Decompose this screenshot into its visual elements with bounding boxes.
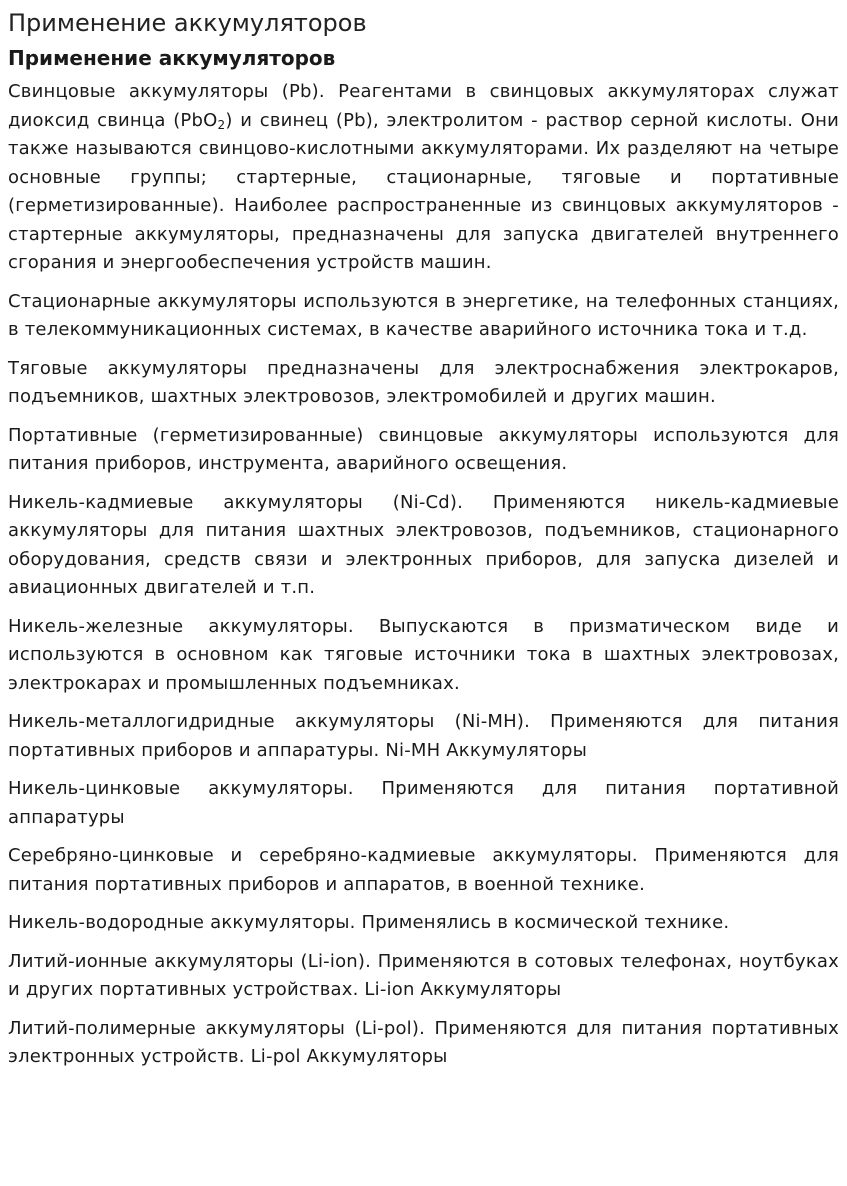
paragraph-ni-mh: Никель-металлогидридные аккумуляторы (Ni-MH). Применяются для питания портативных приборов и аппаратуры. Ni-MH Аккумуляторы: [8, 711, 839, 761]
paragraph-portable-sealed: Портативные (герметизированные) свинцовые аккумуляторы используются для питания приборов, инструмента, аварийного освещения.: [8, 424, 839, 474]
article-title: Применение аккумуляторов: [8, 46, 336, 70]
paragraph-li-ion: Литий-ионные аккумуляторы (Li-ion). Применяются в сотовых телефонах, ноутбуках и других портативных устройствах. Li-ion Аккумуляторы: [8, 950, 839, 1000]
paragraph-ni-zn: Никель-цинковые аккумуляторы. Применяются для питания портативной аппаратуры: [8, 778, 839, 828]
paragraph-stationary: Стационарные аккумуляторы используются в энергетике, на телефонных станциях, в телекоммуникационных системах, в качестве аварийного источника тока и т.д.: [8, 290, 839, 340]
paragraph-text: ) и свинец (Pb), электролитом - раствор серной кислоты. Они также называются свинцово-кислотными аккумуляторами. Их разделяют на четыре основные группы; стартерные, стационарные, тяговые и портативные (герметизированные). Наиболее распространенные из свинцовых аккумуляторов - стартерные аккумуляторы, предназначены для запуска двигателей внутреннего сгорания и энергообеспечения устройств машин.: [8, 109, 839, 273]
paragraph-text: Свинцовые аккумуляторы (Pb). Реагентами в свинцовых аккумуляторах служат диоксид свинца (PbO: [8, 81, 839, 131]
paragraph-ni-h2: Никель-водородные аккумуляторы. Применялись в космической технике.: [8, 912, 730, 933]
paragraph-li-pol: Литий-полимерные аккумуляторы (Li-pol). Применяются для питания портативных электронных устройств. Li-pol Аккумуляторы: [8, 1017, 839, 1067]
page-title: Применение аккумуляторов: [8, 9, 367, 37]
paragraph-silver-zinc: Серебряно-цинковые и серебряно-кадмиевые аккумуляторы. Применяются для питания портативных приборов и аппаратов, в военной технике.: [8, 845, 839, 895]
paragraph-traction: Тяговые аккумуляторы предназначены для электроснабжения электрокаров, подъемников, шахтных электровозов, электромобилей и других машин.: [8, 357, 839, 407]
paragraph-lead-acid: [8, 78, 839, 278]
paragraph-ni-fe: Никель-железные аккумуляторы. Выпускаются в призматическом виде и используются в основном как тяговые источники тока в шахтных электровозах, электрокарах и промышленных подъемниках.: [8, 615, 839, 694]
paragraph-ni-cd: Никель-кадмиевые аккумуляторы (Ni-Cd). Применяются никель-кадмиевые аккумуляторы для питания шахтных электровозов, подъемников, стационарного оборудования, средств связи и электронных приборов, для запуска дизелей и авиационных двигателей и т.п.: [8, 491, 839, 598]
subscript: 2: [217, 117, 226, 132]
